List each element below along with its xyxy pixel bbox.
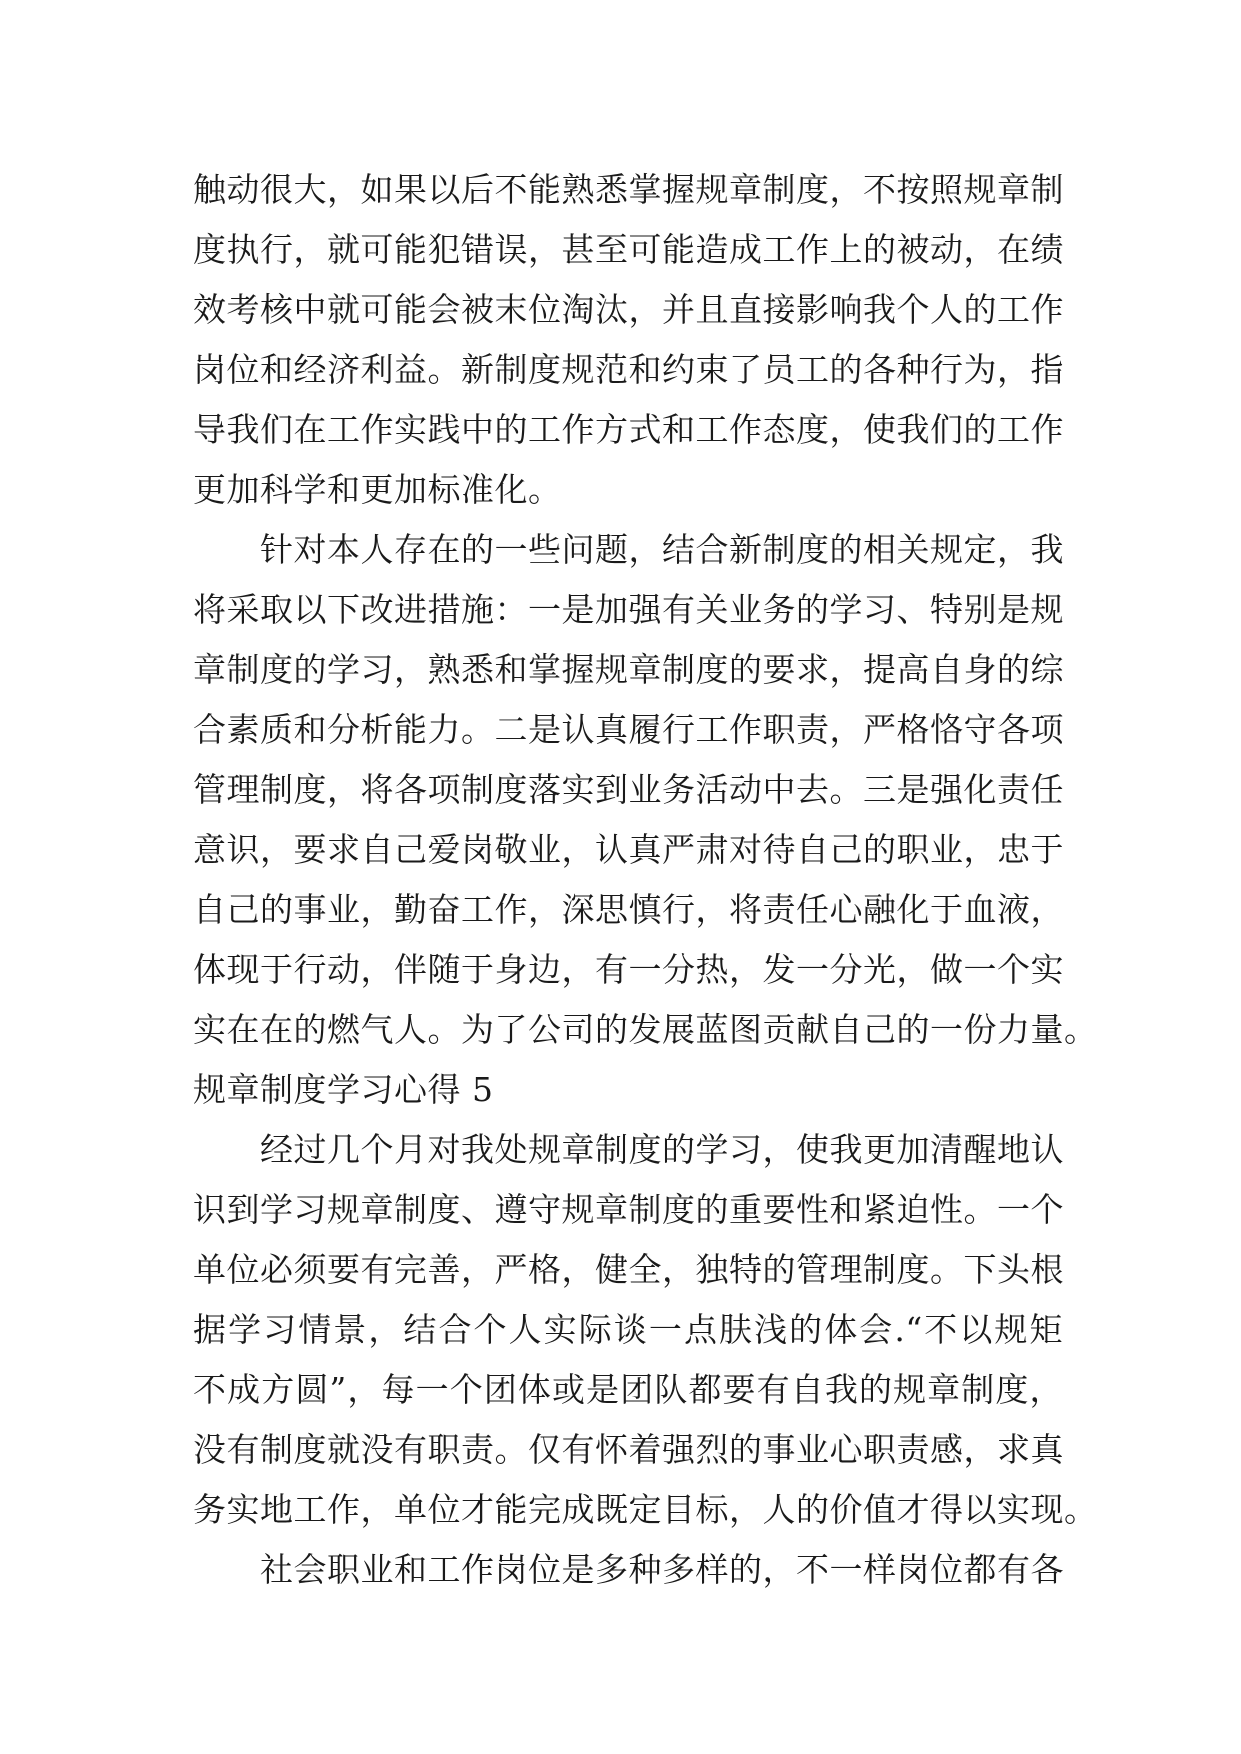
text-line: 效考核中就可能会被末位淘汰，并且直接影响我个人的工作 [193,290,1064,329]
text-line: 意识，要求自己爱岗敬业，认真严肃对待自己的职业，忠于 [193,830,1064,869]
text-line: 社会职业和工作岗位是多种多样的，不一样岗位都有各 [193,1550,1064,1589]
text-line: 触动很大，如果以后不能熟悉掌握规章制度，不按照规章制 [193,170,1064,209]
text-line: 经过几个月对我处规章制度的学习，使我更加清醒地认 [193,1130,1064,1169]
text-line: 没有制度就没有职责。仅有怀着强烈的事业心职责感，求真 [193,1430,1064,1469]
text-line: 更加科学和更加标准化。 [193,470,562,509]
text-line: 度执行，就可能犯错误，甚至可能造成工作上的被动，在绩 [193,230,1064,269]
text-line: 岗位和经济利益。新制度规范和约束了员工的各种行为，指 [193,350,1064,389]
text-line: 针对本人存在的一些问题，结合新制度的相关规定，我 [193,530,1064,569]
text-line: 单位必须要有完善，严格，健全，独特的管理制度。下头根 [193,1250,1064,1289]
section-heading: 规章制度学习心得 5 [193,1070,494,1109]
text-line: 管理制度，将各项制度落实到业务活动中去。三是强化责任 [193,770,1064,809]
text-line: 合素质和分析能力。二是认真履行工作职责，严格恪守各项 [193,710,1064,749]
text-line: 体现于行动，伴随于身边，有一分热，发一分光，做一个实 [193,950,1064,989]
text-line: 自己的事业，勤奋工作，深思慎行，将责任心融化于血液， [193,890,1064,929]
text-line: 识到学习规章制度、遵守规章制度的重要性和紧迫性。一个 [193,1190,1064,1229]
text-line: 章制度的学习，熟悉和掌握规章制度的要求，提高自身的综 [193,650,1064,689]
text-line: 将采取以下改进措施：一是加强有关业务的学习、特别是规 [193,590,1064,629]
text-line: 据学习情景，结合个人实际谈一点肤浅的体会.“不以规矩 [193,1310,1063,1349]
text-line: 实在在的燃气人。为了公司的发展蓝图贡献自己的一份力量。 [193,1010,1098,1049]
text-line: 导我们在工作实践中的工作方式和工作态度，使我们的工作 [193,410,1064,449]
text-line: 务实地工作，单位才能完成既定目标，人的价值才得以实现。 [193,1490,1098,1529]
text-line: 不成方圆”，每一个团体或是团队都要有自我的规章制度， [193,1370,1063,1409]
document-body [193,160,1098,1600]
